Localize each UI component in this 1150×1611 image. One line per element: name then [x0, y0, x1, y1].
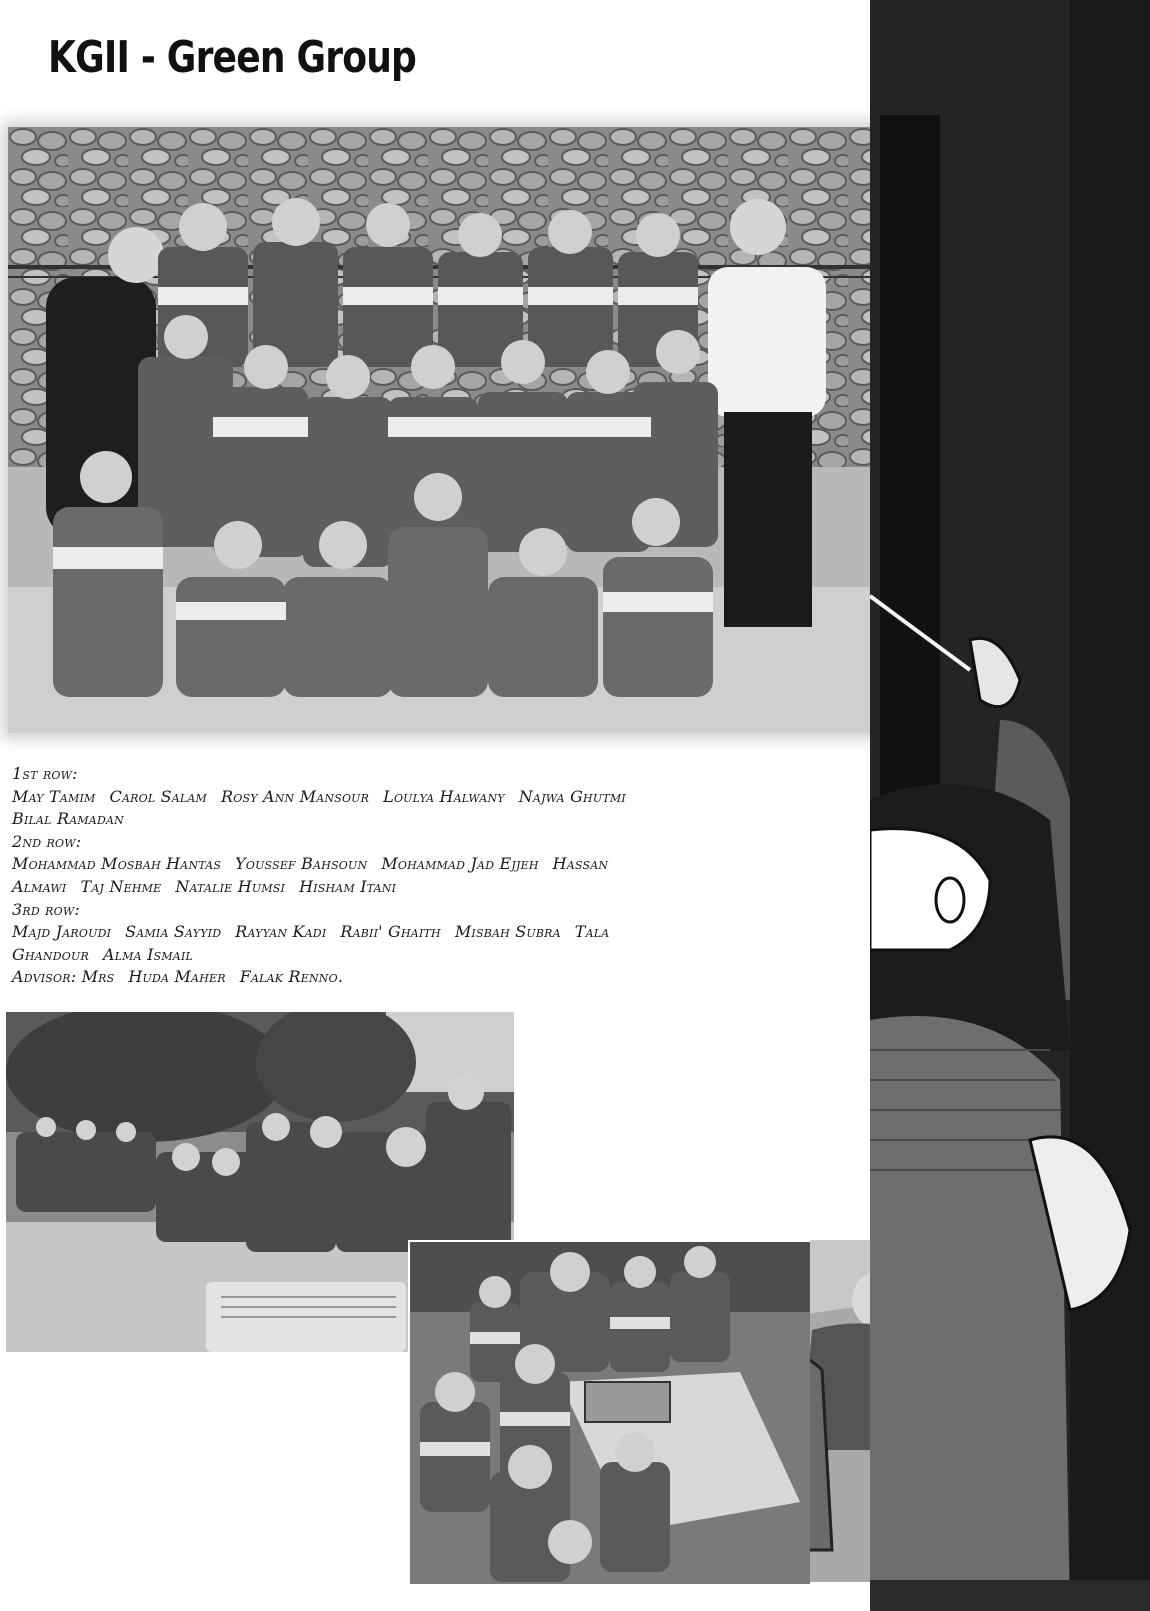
advisor-name: Falak Renno.	[239, 967, 344, 987]
student-name: Hassan	[552, 854, 609, 874]
caption-row-label: 3rd row:	[12, 899, 80, 919]
class-group-photo	[8, 127, 886, 733]
student-name: Majd Jaroudi	[12, 922, 112, 942]
caption-row-label: 1st row:	[12, 764, 78, 783]
caption-names	[12, 763, 732, 989]
student-name: Rayyan Kadi	[235, 922, 327, 942]
student-name: Rosy Ann Mansour	[221, 786, 370, 806]
advisor-name: Huda Maher	[128, 967, 226, 987]
student-name: Bilal Ramadan	[12, 809, 124, 829]
caption-row-label: 2nd row:	[12, 831, 82, 851]
page-title: KGII - Green Group	[48, 32, 417, 83]
student-name: Mohammad Jad Ejjeh	[381, 854, 539, 874]
student-name: Ghandour	[12, 944, 89, 964]
conductor-illustration	[870, 0, 1150, 1611]
student-name: Najwa Ghutmi	[518, 786, 626, 806]
student-name: Taj Nehme	[80, 876, 162, 896]
advisor-label: Advisor: Mrs	[12, 967, 115, 987]
student-name: Carol Salam	[109, 786, 208, 806]
student-name: Mohammad Mosbah Hantas	[12, 854, 222, 874]
student-name: Hisham Itani	[299, 876, 397, 896]
student-name: Alma Ismail	[102, 944, 194, 964]
student-name: Loulya Halwany	[383, 786, 505, 806]
student-name: May Tamim	[12, 786, 96, 806]
student-name: Rabii' Ghaith	[340, 922, 441, 942]
candid-photo-classroom	[408, 1240, 810, 1584]
student-name: Tala	[574, 922, 610, 942]
student-name: Almawi	[12, 876, 67, 896]
student-name: Misbah Subra	[454, 922, 561, 942]
student-name: Natalie Humsi	[175, 876, 286, 896]
student-name: Samia Sayyid	[125, 922, 222, 942]
student-name: Youssef Bahsoun	[235, 854, 368, 874]
